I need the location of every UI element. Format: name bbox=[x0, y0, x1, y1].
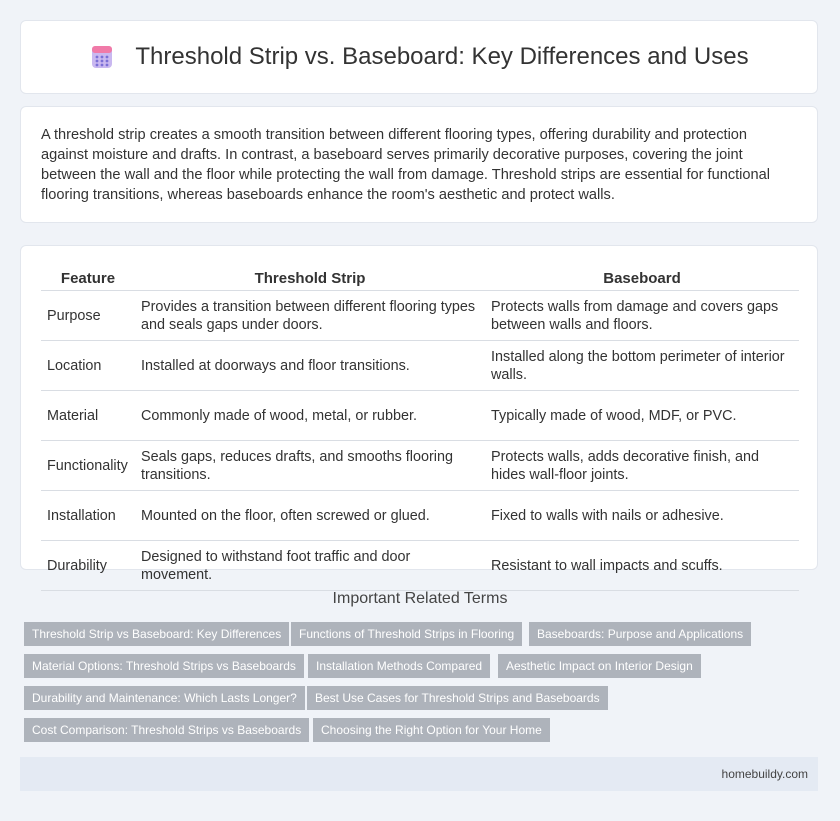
feature-cell: Location bbox=[41, 341, 135, 391]
feature-cell: Installation bbox=[41, 491, 135, 541]
intro-paragraph: A threshold strip creates a smooth transition between different flooring types, offering durability and protection against moisture and drafts. In contrast, a baseboard serves primarily decorative purposes, covering the joint between the wall and the floor while protecting the wall from damage. Threshold strips are essential for functional flooring transitions, whereas baseboards enhance the room's aesthetic and protect walls. bbox=[41, 127, 771, 203]
intro-card bbox=[20, 106, 818, 223]
related-tag[interactable]: Threshold Strip vs Baseboard: Key Differences bbox=[24, 622, 289, 646]
related-tag[interactable]: Choosing the Right Option for Your Home bbox=[313, 718, 550, 742]
page-title-text: Threshold Strip vs. Baseboard: Key Differences and Uses bbox=[135, 43, 749, 70]
threshold-cell: Provides a transition between different flooring types and seals gaps under doors. bbox=[135, 291, 485, 341]
related-tag[interactable]: Aesthetic Impact on Interior Design bbox=[498, 654, 701, 678]
feature-cell: Functionality bbox=[41, 441, 135, 491]
footer bbox=[20, 757, 818, 791]
table-row bbox=[41, 291, 799, 341]
threshold-cell: Installed at doorways and floor transitions. bbox=[135, 341, 485, 391]
table-row bbox=[41, 541, 799, 591]
feature-cell: Durability bbox=[41, 541, 135, 591]
feature-cell: Material bbox=[41, 391, 135, 441]
related-tag[interactable]: Installation Methods Compared bbox=[308, 654, 490, 678]
related-tag[interactable]: Best Use Cases for Threshold Strips and Baseboards bbox=[307, 686, 608, 710]
table-row bbox=[41, 341, 799, 391]
threshold-cell: Designed to withstand foot traffic and door movement. bbox=[135, 541, 485, 591]
related-tag[interactable]: Cost Comparison: Threshold Strips vs Baseboards bbox=[24, 718, 309, 742]
related-tag[interactable]: Baseboards: Purpose and Applications bbox=[529, 622, 751, 646]
baseboard-cell: Fixed to walls with nails or adhesive. bbox=[485, 491, 799, 541]
header-baseboard: Baseboard bbox=[485, 266, 799, 291]
baseboard-cell: Protects walls from damage and covers gaps between walls and floors. bbox=[485, 291, 799, 341]
calculator-icon bbox=[89, 44, 115, 70]
related-terms-title: Important Related Terms bbox=[332, 590, 508, 607]
page-title bbox=[89, 43, 748, 71]
feature-cell: Purpose bbox=[41, 291, 135, 341]
related-tag[interactable]: Material Options: Threshold Strips vs Baseboards bbox=[24, 654, 304, 678]
related-tag[interactable]: Functions of Threshold Strips in Flooring bbox=[291, 622, 522, 646]
baseboard-cell: Installed along the bottom perimeter of interior walls. bbox=[485, 341, 799, 391]
table-row bbox=[41, 391, 799, 441]
threshold-cell: Commonly made of wood, metal, or rubber. bbox=[135, 391, 485, 441]
threshold-cell: Mounted on the floor, often screwed or glued. bbox=[135, 491, 485, 541]
table-row bbox=[41, 491, 799, 541]
threshold-cell: Seals gaps, reduces drafts, and smooths flooring transitions. bbox=[135, 441, 485, 491]
baseboard-cell: Protects walls, adds decorative finish, and hides wall-floor joints. bbox=[485, 441, 799, 491]
related-tag[interactable]: Durability and Maintenance: Which Lasts Longer? bbox=[24, 686, 305, 710]
comparison-card bbox=[20, 245, 818, 583]
footer-site[interactable]: homebuildy.com bbox=[721, 767, 808, 781]
table-header-row bbox=[41, 266, 799, 291]
header-threshold-strip: Threshold Strip bbox=[135, 266, 485, 291]
baseboard-cell: Typically made of wood, MDF, or PVC. bbox=[485, 391, 799, 441]
comparison-table bbox=[41, 266, 799, 591]
header-feature: Feature bbox=[41, 266, 135, 291]
baseboard-cell: Resistant to wall impacts and scuffs. bbox=[485, 541, 799, 591]
title-card bbox=[20, 20, 818, 94]
table-row bbox=[41, 441, 799, 491]
